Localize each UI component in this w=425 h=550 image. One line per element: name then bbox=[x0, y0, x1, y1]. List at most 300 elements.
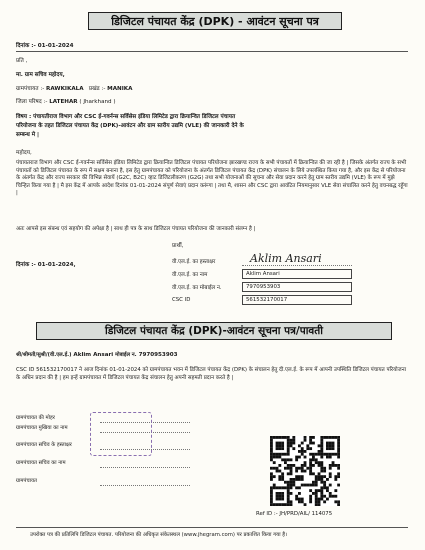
qr-module bbox=[301, 447, 304, 450]
qr-module bbox=[301, 478, 304, 481]
district-value: LATEHAR bbox=[49, 99, 78, 105]
qr-module bbox=[298, 456, 301, 459]
qr-module bbox=[318, 450, 321, 453]
table-row bbox=[172, 267, 352, 280]
qr-module bbox=[309, 495, 312, 498]
qr-module bbox=[323, 481, 326, 484]
qr-module bbox=[304, 484, 307, 487]
district-label: जिला परिषद :- bbox=[16, 99, 48, 105]
qr-module bbox=[295, 478, 298, 481]
state-value: ( Jharkhand ) bbox=[79, 99, 116, 105]
qr-module bbox=[320, 447, 323, 450]
qr-module bbox=[273, 467, 276, 470]
qr-module bbox=[306, 484, 309, 487]
qr-module bbox=[281, 492, 284, 495]
qr-module bbox=[270, 500, 273, 503]
qr-module bbox=[334, 453, 337, 456]
body-paragraph: पंचायतराज विभाग और CSC ई-गवर्नन्स सर्विसेस इंडिया लिमिटेड द्वारा क्रियान्वित डिजिटल पंचायत परियोजना झारखण्ड राज्य के सभी पंचायतों में क्रियान्वित की जा रही है | जिसके अंतर्गत राज्य के सभी पंचायतों को डिजिटल पंचायत के रूप में सक्षम बनाना है, इस हेतु ग्रामपंचायत को परियोजना के अंतर्गत डिजिटल पंचायत केंद्र (DPK) संचालन के लिये उपलब्धित किया गया है, और इस केंद्र से परियोजना के अंतर्गत केंद्र और राज्य सरकार की विभिन्न सेवायें (G2C, B2C) व्हाट डिजिटलीकरण (G2G) तथा सभी योजनाओं की सूचना और सेवा प्रदान करने हेतु ग्राम स्तरीय उद्यमि (VLE) के रूप में मुझे चिन्हित किया गया है | मै इस केंद्र में आपके आदेश दिनांक 01-01-2024 संपूर्ण सेवाएं प्रदान करूंगा | तथा मै, शासन और CSC द्वारा आवंटित नियमानुसार VLE सेवा संचालित करने हेतु वचनबद्ध रहूँगा | bbox=[16, 160, 408, 197]
qr-module bbox=[290, 484, 293, 487]
signature-blank-line bbox=[100, 485, 190, 486]
qr-module bbox=[337, 450, 340, 453]
qr-module bbox=[284, 436, 287, 439]
qr-module bbox=[295, 456, 298, 459]
qr-module bbox=[287, 492, 290, 495]
qr-module bbox=[270, 442, 273, 445]
qr-module bbox=[337, 447, 340, 450]
qr-module bbox=[278, 498, 281, 501]
qr-module bbox=[270, 486, 273, 489]
qr-module bbox=[332, 495, 335, 498]
qr-module bbox=[323, 484, 326, 487]
qr-module bbox=[315, 453, 318, 456]
qr-module bbox=[281, 436, 284, 439]
qr-module bbox=[281, 495, 284, 498]
qr-module bbox=[276, 486, 279, 489]
qr-module bbox=[337, 503, 340, 506]
qr-module bbox=[278, 470, 281, 473]
qr-module bbox=[298, 467, 301, 470]
qr-module bbox=[298, 444, 301, 447]
qr-module bbox=[332, 464, 335, 467]
qr-module bbox=[326, 456, 329, 459]
signature-field-label: ग्रामपंचायत मुखिया का नाम bbox=[16, 425, 68, 431]
qr-module bbox=[276, 456, 279, 459]
qr-module bbox=[295, 467, 298, 470]
qr-module bbox=[315, 498, 318, 501]
qr-module bbox=[320, 478, 323, 481]
qr-module bbox=[309, 442, 312, 445]
qr-module bbox=[298, 498, 301, 501]
qr-module bbox=[298, 475, 301, 478]
qr-module bbox=[318, 464, 321, 467]
footer-note: उपरोक्त पत्र की प्रतिलिपि डिजिटल पंचायत. परियोजना की अधिकृत संकेतस्थल (www.jhegram.com) पर प्रकाशित किया गया है। bbox=[30, 532, 288, 538]
qr-module bbox=[270, 503, 273, 506]
qr-module bbox=[301, 464, 304, 467]
notice-title-text: डिजिटल पंचायत केंद्र (DPK) - आवंटन सूचना पत्र bbox=[111, 14, 319, 28]
qr-module bbox=[315, 489, 318, 492]
qr-module bbox=[298, 450, 301, 453]
block-value: MANIKA bbox=[107, 86, 133, 92]
qr-module bbox=[270, 495, 273, 498]
subject-line: विषय : पंचायतीराज विभाग और CSC ई-गवर्नन्स सर्विसेस इंडिया लिमिटेड द्वारा क्रियान्वित डिजिटल पंचायत bbox=[16, 114, 236, 120]
qr-module bbox=[287, 484, 290, 487]
qr-module bbox=[320, 498, 323, 501]
qr-module bbox=[329, 475, 332, 478]
qr-module bbox=[298, 478, 301, 481]
table-row bbox=[172, 293, 352, 306]
qr-module bbox=[292, 439, 295, 442]
block-label: प्रखंड :- bbox=[88, 86, 106, 92]
qr-module bbox=[309, 470, 312, 473]
qr-module bbox=[276, 467, 279, 470]
date-label: दिनांक :- bbox=[16, 43, 36, 49]
qr-module bbox=[326, 442, 329, 445]
qr-module bbox=[270, 475, 273, 478]
mobile-value: 7970953903 bbox=[242, 282, 352, 292]
name-value: Aklim Ansari bbox=[242, 269, 352, 279]
qr-module bbox=[301, 450, 304, 453]
qr-module bbox=[320, 475, 323, 478]
qr-module bbox=[334, 464, 337, 467]
qr-module bbox=[270, 492, 273, 495]
qr-module bbox=[320, 439, 323, 442]
vle-prefix: श्री/श्रीमती/सुश्री/(वी.एल.ई.) bbox=[16, 352, 72, 358]
qr-module bbox=[287, 436, 290, 439]
qr-module bbox=[284, 453, 287, 456]
qr-module bbox=[309, 467, 312, 470]
qr-module bbox=[320, 470, 323, 473]
qr-module bbox=[320, 489, 323, 492]
qr-module bbox=[312, 464, 315, 467]
qr-module bbox=[290, 481, 293, 484]
qr-module bbox=[320, 492, 323, 495]
qr-module bbox=[270, 458, 273, 461]
qr-module bbox=[270, 444, 273, 447]
ref-id: Ref ID :- JH/PRD/AIL/ 114075 bbox=[256, 511, 333, 517]
qr-module bbox=[301, 500, 304, 503]
qr-module bbox=[278, 447, 281, 450]
qr-module bbox=[337, 464, 340, 467]
qr-module bbox=[329, 467, 332, 470]
qr-module bbox=[278, 495, 281, 498]
signature-field-label: ग्रामपंचायत की मोहर bbox=[16, 415, 55, 421]
qr-module bbox=[290, 500, 293, 503]
qr-module bbox=[312, 492, 315, 495]
district-row bbox=[16, 99, 116, 106]
qr-module bbox=[315, 503, 318, 506]
qr-module bbox=[309, 498, 312, 501]
qr-module bbox=[326, 486, 329, 489]
handwritten-signature: Aklim Ansari bbox=[250, 252, 322, 265]
qr-module bbox=[320, 481, 323, 484]
qr-module bbox=[281, 478, 284, 481]
qr-module bbox=[309, 472, 312, 475]
qr-module bbox=[276, 495, 279, 498]
qr-module bbox=[304, 464, 307, 467]
qr-module bbox=[270, 467, 273, 470]
qr-module bbox=[329, 484, 332, 487]
qr-module bbox=[273, 456, 276, 459]
qr-module bbox=[323, 500, 326, 503]
qr-module bbox=[323, 467, 326, 470]
qr-module bbox=[315, 492, 318, 495]
qr-module bbox=[318, 475, 321, 478]
qr-module bbox=[284, 481, 287, 484]
qr-module bbox=[318, 453, 321, 456]
qr-module bbox=[287, 498, 290, 501]
qr-module bbox=[270, 478, 273, 481]
qr-module bbox=[292, 464, 295, 467]
qr-module bbox=[298, 492, 301, 495]
qr-module bbox=[329, 453, 332, 456]
qr-module bbox=[290, 472, 293, 475]
qr-module bbox=[329, 456, 332, 459]
qr-module bbox=[292, 442, 295, 445]
qr-module bbox=[287, 444, 290, 447]
qr-module bbox=[295, 470, 298, 473]
sign-label: वी.एल.ई. का हस्ताक्षर bbox=[172, 258, 216, 265]
separator bbox=[16, 51, 408, 52]
qr-module bbox=[323, 495, 326, 498]
qr-module bbox=[290, 442, 293, 445]
qr-module bbox=[276, 503, 279, 506]
qr-module bbox=[276, 453, 279, 456]
qr-module bbox=[276, 470, 279, 473]
qr-module bbox=[278, 492, 281, 495]
qr-module bbox=[284, 461, 287, 464]
qr-module bbox=[337, 467, 340, 470]
qr-module bbox=[312, 472, 315, 475]
qr-module bbox=[309, 489, 312, 492]
qr-module bbox=[304, 461, 307, 464]
qr-module bbox=[301, 442, 304, 445]
qr-module bbox=[301, 453, 304, 456]
qr-module bbox=[315, 458, 318, 461]
qr-module bbox=[284, 486, 287, 489]
qr-module bbox=[337, 472, 340, 475]
qr-module bbox=[334, 475, 337, 478]
qr-module bbox=[315, 478, 318, 481]
qr-module bbox=[337, 436, 340, 439]
qr-module bbox=[281, 453, 284, 456]
qr-module bbox=[306, 467, 309, 470]
qr-module bbox=[270, 453, 273, 456]
qr-module bbox=[298, 486, 301, 489]
qr-module bbox=[278, 486, 281, 489]
qr-module bbox=[334, 436, 337, 439]
qr-module bbox=[292, 447, 295, 450]
qr-module bbox=[276, 447, 279, 450]
qr-module bbox=[315, 484, 318, 487]
qr-module bbox=[281, 498, 284, 501]
qr-module bbox=[323, 453, 326, 456]
qr-module bbox=[320, 467, 323, 470]
mobile-label: वी.एल.ई. का मोबाईल न. bbox=[172, 284, 222, 291]
qr-module bbox=[312, 458, 315, 461]
qr-module bbox=[301, 484, 304, 487]
vle-mobile: 7970953903 bbox=[138, 352, 178, 358]
qr-module bbox=[287, 481, 290, 484]
qr-module bbox=[318, 498, 321, 501]
qr-module bbox=[337, 444, 340, 447]
qr-module bbox=[287, 442, 290, 445]
qr-code bbox=[270, 436, 340, 506]
qr-module bbox=[320, 486, 323, 489]
qr-module bbox=[318, 503, 321, 506]
qr-module bbox=[270, 436, 273, 439]
qr-module bbox=[273, 503, 276, 506]
qr-module bbox=[323, 475, 326, 478]
qr-module bbox=[312, 453, 315, 456]
qr-module bbox=[287, 486, 290, 489]
qr-module bbox=[329, 442, 332, 445]
qr-module bbox=[270, 456, 273, 459]
qr-module bbox=[287, 464, 290, 467]
qr-module bbox=[334, 489, 337, 492]
qr-module bbox=[326, 478, 329, 481]
qr-module bbox=[281, 503, 284, 506]
qr-module bbox=[278, 503, 281, 506]
subject-line: परियोजना के तहत डिजिटल पंचायत केंद्र (DPK)-आवंटन और ग्राम स्तरीय उद्यमि (VLE) की जानकारी देने के bbox=[16, 123, 244, 129]
qr-module bbox=[315, 500, 318, 503]
qr-module bbox=[309, 447, 312, 450]
applicant-label: प्रार्थी, bbox=[172, 243, 184, 249]
qr-module bbox=[329, 495, 332, 498]
qr-module bbox=[278, 453, 281, 456]
qr-module bbox=[337, 442, 340, 445]
qr-module bbox=[287, 495, 290, 498]
qr-module bbox=[270, 447, 273, 450]
qr-module bbox=[290, 486, 293, 489]
qr-module bbox=[270, 498, 273, 501]
qr-module bbox=[290, 439, 293, 442]
qr-module bbox=[326, 498, 329, 501]
qr-module bbox=[318, 444, 321, 447]
qr-module bbox=[329, 472, 332, 475]
qr-module bbox=[273, 453, 276, 456]
qr-module bbox=[309, 484, 312, 487]
qr-module bbox=[334, 500, 337, 503]
qr-module bbox=[281, 447, 284, 450]
qr-module bbox=[320, 450, 323, 453]
qr-module bbox=[287, 489, 290, 492]
qr-module bbox=[290, 467, 293, 470]
qr-module bbox=[281, 458, 284, 461]
qr-module bbox=[323, 470, 326, 473]
qr-module bbox=[295, 495, 298, 498]
qr-module bbox=[337, 439, 340, 442]
qr-module bbox=[276, 436, 279, 439]
qr-module bbox=[278, 436, 281, 439]
date-row bbox=[16, 43, 74, 50]
qr-module bbox=[281, 442, 284, 445]
qr-module bbox=[332, 444, 335, 447]
qr-module bbox=[315, 495, 318, 498]
qr-module bbox=[304, 450, 307, 453]
qr-module bbox=[309, 453, 312, 456]
qr-module bbox=[287, 447, 290, 450]
qr-module bbox=[270, 439, 273, 442]
qr-module bbox=[273, 461, 276, 464]
vle-mobile-label: मोबाईल न. bbox=[115, 352, 137, 358]
qr-module bbox=[320, 436, 323, 439]
qr-module bbox=[337, 484, 340, 487]
qr-module bbox=[281, 475, 284, 478]
qr-module bbox=[278, 456, 281, 459]
vle-name: Aklim Ansari bbox=[73, 352, 114, 358]
gp-row bbox=[16, 86, 132, 93]
prati: प्रति , bbox=[16, 58, 28, 64]
qr-module bbox=[287, 453, 290, 456]
qr-module bbox=[312, 481, 315, 484]
subject-line: सम्बन्ध मे | bbox=[16, 132, 40, 138]
date-value: 01-01-2024 bbox=[37, 43, 74, 49]
date2-value: 01-01-2024, bbox=[37, 262, 76, 268]
qr-module bbox=[309, 458, 312, 461]
qr-module bbox=[332, 436, 335, 439]
qr-module bbox=[281, 472, 284, 475]
qr-module bbox=[278, 475, 281, 478]
qr-module bbox=[318, 489, 321, 492]
cscid-label: CSC ID bbox=[172, 296, 191, 303]
qr-module bbox=[287, 458, 290, 461]
signature-field-label: ग्रामपंचायत bbox=[16, 478, 37, 484]
qr-module bbox=[309, 461, 312, 464]
qr-module bbox=[270, 450, 273, 453]
qr-module bbox=[287, 450, 290, 453]
qr-module bbox=[309, 436, 312, 439]
qr-module bbox=[276, 498, 279, 501]
acknowledgement-title bbox=[36, 322, 392, 340]
qr-module bbox=[312, 484, 315, 487]
qr-module bbox=[315, 481, 318, 484]
qr-module bbox=[290, 458, 293, 461]
qr-module bbox=[334, 478, 337, 481]
qr-module bbox=[298, 500, 301, 503]
qr-module bbox=[270, 489, 273, 492]
qr-module bbox=[320, 442, 323, 445]
qr-module bbox=[337, 456, 340, 459]
qr-module bbox=[312, 442, 315, 445]
qr-module bbox=[309, 439, 312, 442]
qr-module bbox=[329, 492, 332, 495]
qr-module bbox=[304, 436, 307, 439]
qr-module bbox=[278, 442, 281, 445]
panchayat-stamp bbox=[90, 412, 152, 456]
qr-module bbox=[295, 486, 298, 489]
gp-label: ग्रामपंचायत :- bbox=[16, 86, 45, 92]
qr-module bbox=[326, 453, 329, 456]
qr-module bbox=[287, 472, 290, 475]
qr-module bbox=[312, 456, 315, 459]
qr-module bbox=[304, 503, 307, 506]
qr-module bbox=[290, 470, 293, 473]
qr-module bbox=[290, 492, 293, 495]
qr-module bbox=[301, 498, 304, 501]
qr-module bbox=[318, 478, 321, 481]
qr-module bbox=[332, 447, 335, 450]
qr-module bbox=[287, 503, 290, 506]
qr-module bbox=[326, 447, 329, 450]
qr-module bbox=[315, 475, 318, 478]
qr-module bbox=[337, 500, 340, 503]
cscid-value: 561532170017 bbox=[242, 295, 352, 305]
qr-module bbox=[329, 436, 332, 439]
salutation: महोदय, bbox=[16, 150, 32, 156]
qr-module bbox=[318, 472, 321, 475]
date2-row bbox=[16, 262, 76, 269]
footer-separator bbox=[16, 527, 408, 528]
qr-module bbox=[320, 464, 323, 467]
qr-module bbox=[278, 478, 281, 481]
qr-module bbox=[309, 464, 312, 467]
qr-module bbox=[337, 475, 340, 478]
qr-module bbox=[287, 467, 290, 470]
qr-module bbox=[287, 500, 290, 503]
qr-module bbox=[329, 464, 332, 467]
qr-module bbox=[292, 436, 295, 439]
qr-module bbox=[301, 470, 304, 473]
signature-field-label: ग्रामपंचायत सचिव के हस्ताक्षर bbox=[16, 442, 72, 448]
qr-module bbox=[334, 495, 337, 498]
table-row bbox=[172, 280, 352, 293]
gp-value: RAWKIKALA bbox=[46, 86, 84, 92]
qr-module bbox=[281, 444, 284, 447]
qr-module bbox=[326, 489, 329, 492]
qr-module bbox=[276, 444, 279, 447]
qr-module bbox=[290, 503, 293, 506]
request-paragraph: अतः आपसे इस संबन्ध एवं सहयोग की अपेक्षा है | साथ ही पत्र के साथ डिजिटल पंचायत परियोजना की जानकारी संलग्न है | bbox=[16, 226, 256, 232]
